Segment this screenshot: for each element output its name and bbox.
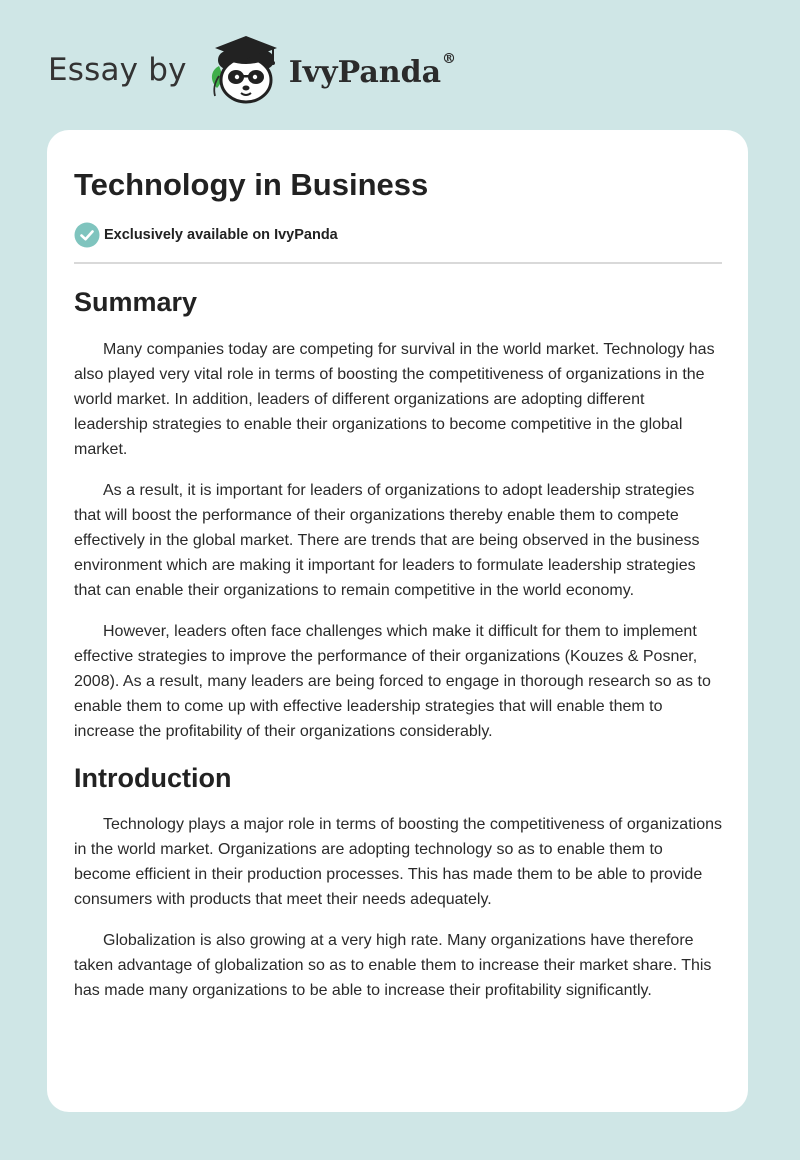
exclusive-badge (74, 222, 722, 248)
section-heading: Introduction (74, 762, 232, 793)
essay-card (47, 130, 748, 1112)
section-body (74, 812, 722, 1003)
paragraph: Globalization is also growing at a very high rate. Many organizations have therefore taken advantage of globalization so as to enable them to increase their market share. This has made many organizations to be able to increase their profitability significantly. (74, 931, 712, 999)
page-title: Technology in Business (74, 167, 429, 202)
paragraph: Technology plays a major role in terms of boosting the competitiveness of organizations in the world market. Organizations are adopting technology so as to enable them to become efficient in their production processes. This has made them to be able to provide consumers with products that meet their needs adequately. (74, 815, 722, 908)
brand-prefix: Essay by (48, 52, 187, 88)
section-summary (74, 286, 722, 743)
panda-graduate-logo-icon (203, 30, 287, 110)
section-heading: Summary (74, 287, 198, 318)
brand-name: IvyPanda® (288, 50, 457, 90)
paragraph: As a result, it is important for leaders of organizations to adopt leadership strategies that will boost the performance of their organizations thereby enable them to compete effectively in the global market. There are trends that are being observed in the business environment which are making it important for leaders to formulate leadership strategies that can enable their organizations to remain competitive in the world economy. (74, 481, 700, 599)
check-badge-icon (74, 222, 100, 248)
exclusive-label: Exclusively available on IvyPanda (104, 227, 338, 244)
title-divider (74, 262, 722, 264)
paragraph: However, leaders often face challenges which make it difficult for them to implement effective strategies to improve the performance of their organizations (Kouzes & Posner, 2008). As a result, many leaders are being forced to engage in thorough research so as to enable them to come up with effective leadership strategies that will enable them to increase the profitability of their organizations considerably. (74, 622, 711, 740)
section-introduction (74, 762, 722, 1003)
brand-header[interactable] (48, 30, 456, 110)
paragraph: Many companies today are competing for survival in the world market. Technology has also played very vital role in terms of boosting the competitiveness of organizations in the world market. In addition, leaders of different organizations are adopting different leadership strategies to enable their organizations to become competitive in the global market. (74, 340, 715, 458)
registered-mark: ® (442, 50, 457, 67)
section-body (74, 337, 722, 744)
